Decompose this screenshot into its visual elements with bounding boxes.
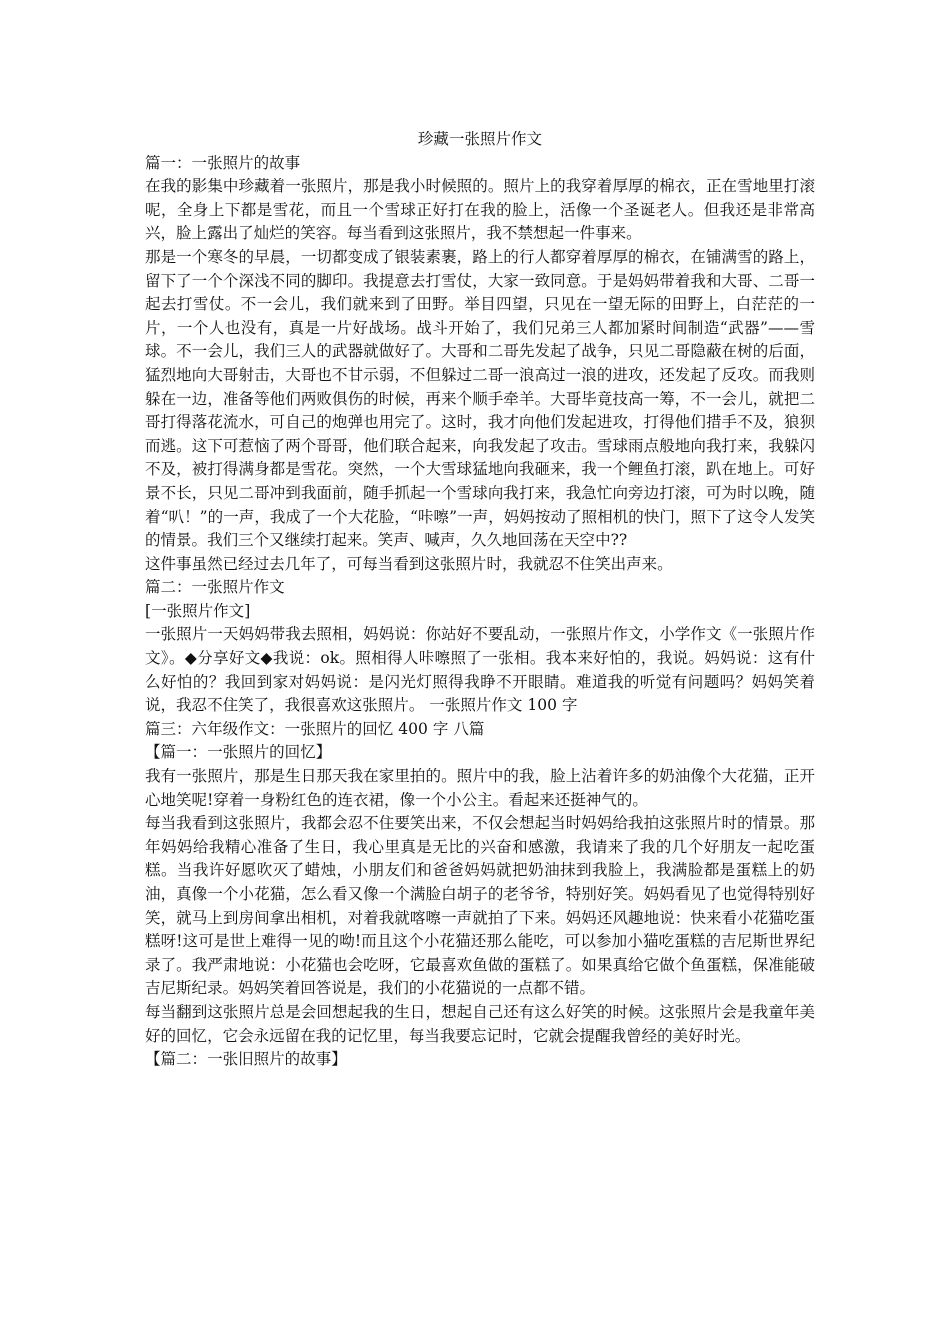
section-heading-2: 篇二：一张照片作文 [145, 578, 285, 597]
document-title: 珍藏一张照片作文 [417, 130, 543, 148]
subheading: 【篇二：一张旧照片的故事】 [145, 1050, 347, 1069]
paragraph: 在我的影集中珍藏着一张照片，那是我小时候照的。照片上的我穿着厚厚的棉衣，正在雪地里打滚呢，全身上下都是雪花，而且一个雪球正好打在我的脸上，活像一个圣诞老人。但我还是非常高兴，脸上露出了灿烂的笑容。每当看到这张照片，我不禁想起一件事来。 [145, 177, 815, 243]
paragraph: 这件事虽然已经过去几年了，可每当看到这张照片时，我就忍不住笑出声来。 [145, 554, 673, 573]
paragraph: 那是一个寒冬的早晨，一切都变成了银装素裹，路上的行人都穿着厚厚的棉衣，在铺满雪的路上，留下了一个个深浅不同的脚印。我提意去打雪仗，大家一致同意。于是妈妈带着我和大哥、二哥一起去打雪仗。不一会儿，我们就来到了田野。举目四望，只见在一望无际的田野上，白茫茫的一片，一个人也没有，真是一片好战场。战斗开始了，我们兄弟三人都加紧时间制造“武器”——雪球。不一会儿，我们三人的武器就做好了。大哥和二哥先发起了战争，只见二哥隐蔽在树的后面，猛烈地向大哥射击，大哥也不甘示弱，不但躲过二哥一浪高过一浪的进攻，还发起了反攻。而我则躲在一边，准备等他们两败俱伤的时候，再来个顺手牵羊。大哥毕竟技高一筹，不一会儿，就把二哥打得落花流水，可自己的炮弹也用完了。这时，我才向他们发起进攻，打得他们措手不及，狼狈而逃。这下可惹恼了两个哥哥，他们联合起来，向我发起了攻击。雪球雨点般地向我打来，我躲闪不及，被打得满身都是雪花。突然，一个大雪球猛地向我砸来，我一个鲤鱼打滚，趴在地上。可好景不长，只见二哥冲到我面前，随手抓起一个雪球向我打来，我急忙向旁边打滚，可为时以晚，随着“叭！”的一声，我成了一个大花脸，“咔嚓”一声，妈妈按动了照相机的快门，照下了这令人发笑的情景。我们三个又继续打起来。笑声、喊声，久久地回荡在天空中?? [145, 247, 815, 550]
paragraph: 每当翻到这张照片总是会回想起我的生日，想起自己还有这么好笑的时候。这张照片会是我童年美好的回忆，它会永远留在我的记忆里，每当我要忘记时，它就会提醒我曾经的美好时光。 [145, 1002, 815, 1045]
paragraph: 我有一张照片，那是生日那天我在家里拍的。照片中的我，脸上沾着许多的奶油像个大花猫，正开心地笑呢!穿着一身粉红色的连衣裙，像一个小公主。看起来还挺神气的。 [145, 767, 815, 809]
subheading: 【篇一：一张照片的回忆】 [145, 743, 332, 762]
section-heading-3: 篇三：六年级作文：一张照片的回忆 400 字 八篇 [145, 719, 485, 738]
paragraph: 每当我看到这张照片，我都会忍不住要笑出来，不仅会想起当时妈妈给我拍这张照片时的情景。那年妈妈给我精心准备了生日，我心里真是无比的兴奋和感激，我请来了我的几个好朋友一起吃蛋糕。当我许好愿吹灭了蜡烛，小朋友们和爸爸妈妈就把奶油抹到我脸上，我满脸都是蛋糕上的奶油，真像一个小花猫，怎么看又像一个满脸白胡子的老爷爷，特别好笑。妈妈看见了也觉得特别好笑，就马上到房间拿出相机，对着我就喀嚓一声就拍了下来。妈妈还风趣地说：快来看小花猫吃蛋糕呀!这可是世上难得一见的呦!而且这个小花猫还那么能吃，可以参加小猫吃蛋糕的吉尼斯世界纪录了。我严肃地说：小花猫也会吃呀，它最喜欢鱼做的蛋糕了。如果真给它做个鱼蛋糕，保准能破吉尼斯纪录。妈妈笑着回答说是，我们的小花猫说的一点都不错。 [145, 814, 815, 998]
section-heading-1: 篇一：一张照片的故事 [145, 153, 301, 172]
paragraph: 一张照片一天妈妈带我去照相，妈妈说：你站好不要乱动，一张照片作文，小学作文《一张照片作文》。◆分享好文◆我说：ok。照相得人咔嚓照了一张相。我本来好怕的，我说。妈妈说：这有什么好怕的？我回到家对妈妈说：是闪光灯照得我睁不开眼睛。难道我的听觉有问题吗？妈妈笑着说，我忍不住笑了，我很喜欢这张照片。 一张照片作文 100 字 [145, 625, 815, 715]
subheading: [一张照片作文] [145, 601, 251, 620]
document-body [145, 128, 815, 1072]
